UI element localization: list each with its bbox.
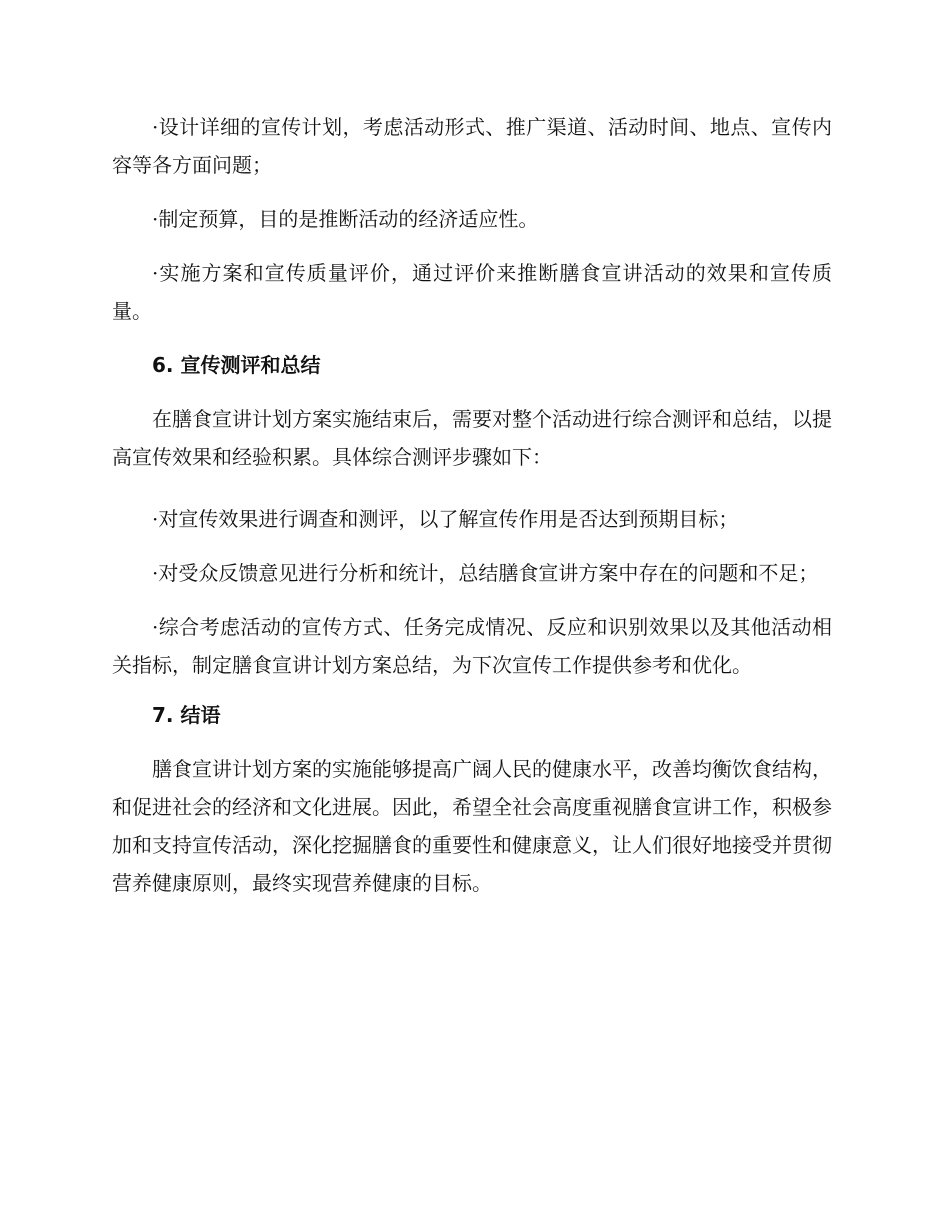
section-heading-6: 6. 宣传测评和总结 bbox=[152, 353, 321, 377]
bullet-item: ·实施方案和宣传质量评价，通过评价来推断膳食宣讲活动的效果和宣传质量。 bbox=[112, 261, 832, 323]
section-heading-7: 7. 结语 bbox=[152, 703, 221, 727]
bullet-item: ·制定预算，目的是推断活动的经济适应性。 bbox=[152, 207, 539, 231]
bullet-item: ·对宣传效果进行调查和测评，以了解宣传作用是否达到预期目标； bbox=[152, 507, 739, 531]
bullet-item: ·设计详细的宣传计划，考虑活动形式、推广渠道、活动时间、地点、宣传内容等各方面问题； bbox=[112, 115, 832, 177]
body-paragraph: 膳食宣讲计划方案的实施能够提高广阔人民的健康水平，改善均衡饮食结构，和促进社会的经济和文化进展。因此，希望全社会高度重视膳食宣讲工作，积极参加和支持宣传活动，深化挖掘膳食的重要性和健康意义，让人们很好地接受并贯彻营养健康原则，最终实现营养健康的目标。 bbox=[112, 757, 832, 895]
bullet-item: ·对受众反馈意见进行分析和统计，总结膳食宣讲方案中存在的问题和不足； bbox=[152, 561, 819, 585]
document-page bbox=[112, 108, 832, 926]
bullet-item: ·综合考虑活动的宣传方式、任务完成情况、反应和识别效果以及其他活动相关指标，制定膳食宣讲计划方案总结，为下次宣传工作提供参考和优化。 bbox=[112, 615, 832, 677]
body-paragraph: 在膳食宣讲计划方案实施结束后，需要对整个活动进行综合测评和总结，以提高宣传效果和经验积累。具体综合测评步骤如下： bbox=[112, 407, 832, 469]
